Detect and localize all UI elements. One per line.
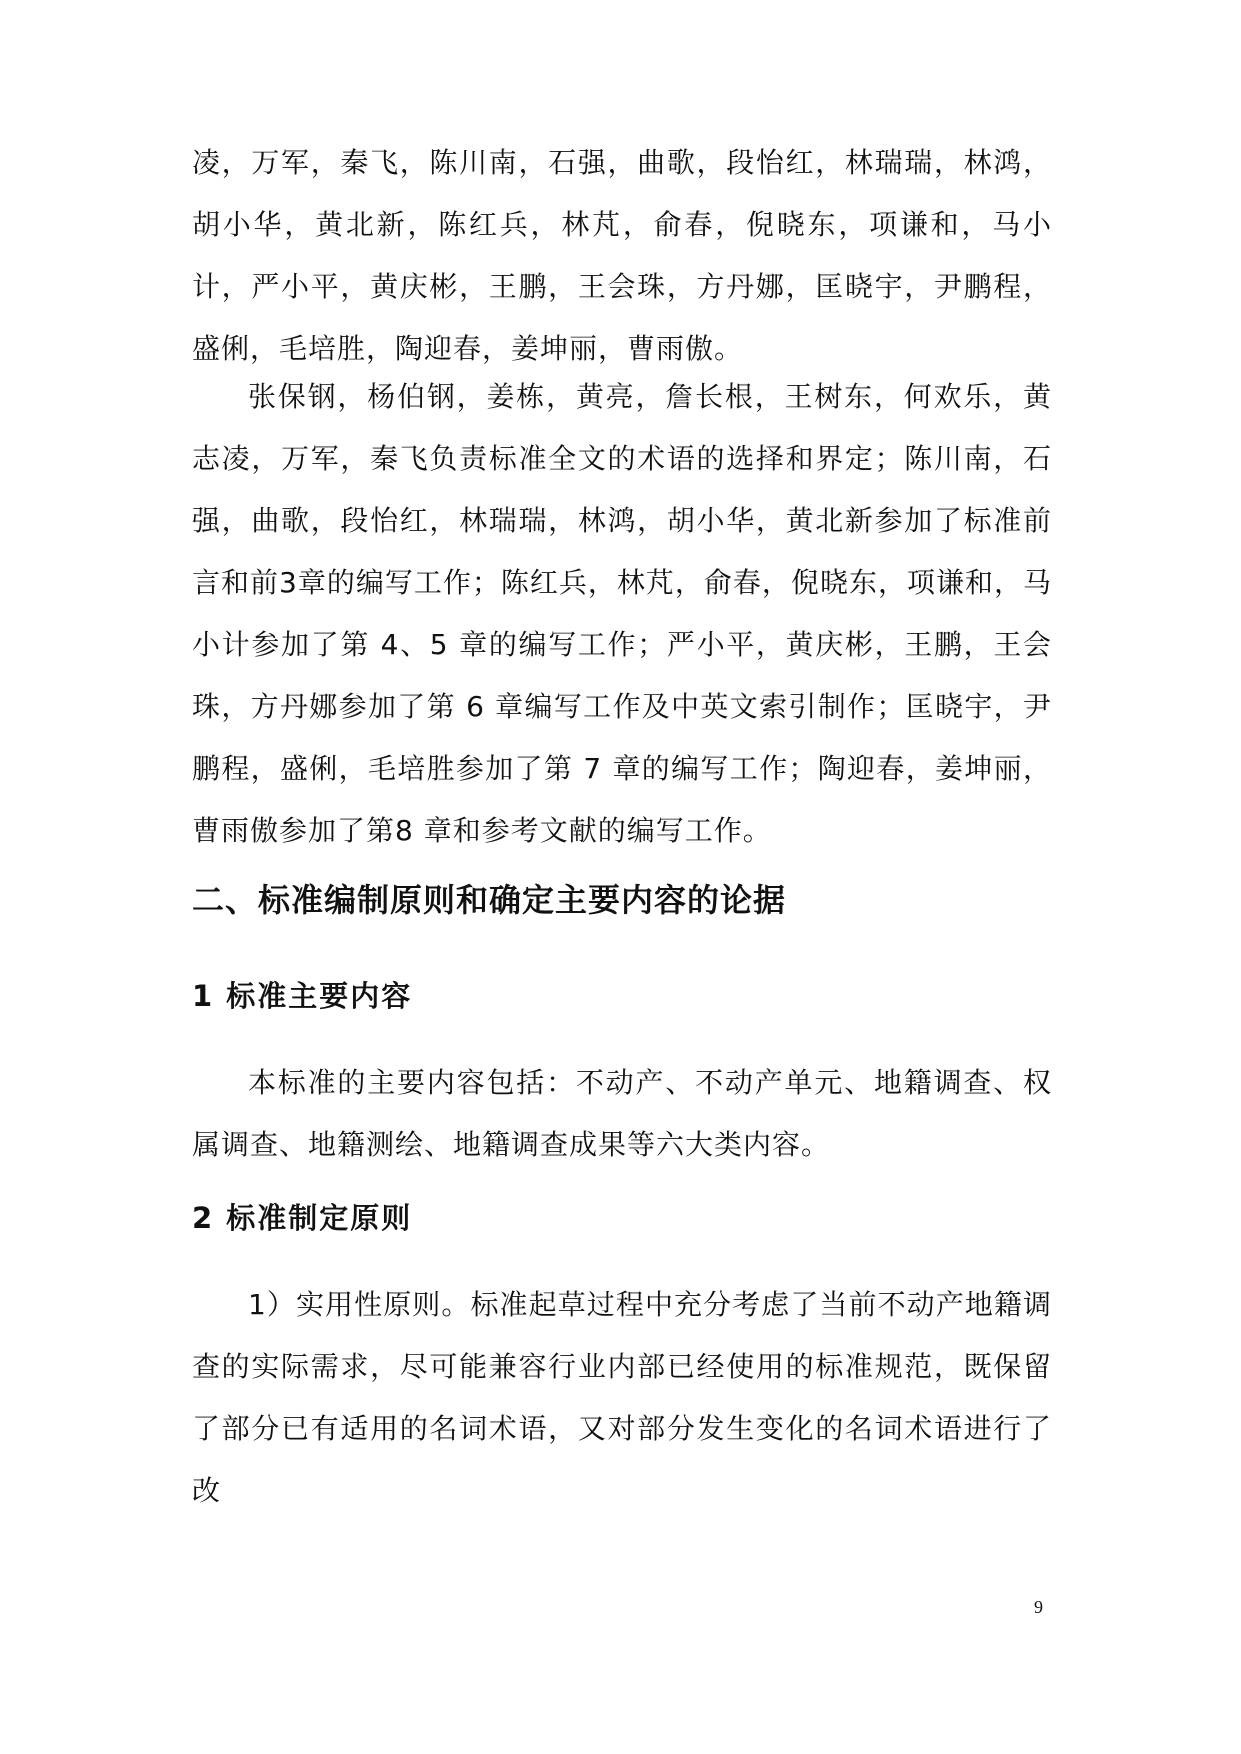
subsection-heading-principles: 2 标准制定原则 xyxy=(192,1201,413,1235)
paragraph-practicality-principle: 1）实用性原则。标准起草过程中充分考虑了当前不动产地籍调查的实际需求，尽可能兼容行业内部已经使用的标准规范，既保留了部分已有适用的名词术语，又对部分发生变化的名词术语进行了改 xyxy=(192,1288,1052,1507)
page-number: 9 xyxy=(1034,1597,1043,1617)
section-heading: 二、标准编制原则和确定主要内容的论据 xyxy=(192,881,787,919)
paragraph-responsibilities: 张保钢，杨伯钢，姜栋，黄亮，詹长根，王树东，何欢乐，黄志凌，万军，秦飞负责标准全文的术语的选择和界定；陈川南，石强，曲歌，段怡红，林瑞瑞，林鸿，胡小华，黄北新参加了标准前言和前3章的编写工作；陈红兵，林芃，俞春，倪晓东，项谦和，马小计参加了第 4、5 章的编写工作；严小平，黄庆彬，王鹏，王会珠，方丹娜参加了第 6 章编写工作及中英文索引制作；匡晓宇，尹鹏程，盛俐，毛培胜参加了第 7 章的编写工作；陶迎春，姜坤丽，曹雨傲参加了第8 章和参考文献的编写工作。 xyxy=(192,380,1052,847)
paragraph-name-list: 凌，万军，秦飞，陈川南，石强，曲歌，段怡红，林瑞瑞，林鸿，胡小华，黄北新，陈红兵，林芃，俞春，倪晓东，项谦和，马小计，严小平，黄庆彬，王鹏，王会珠，方丹娜，匡晓宇，尹鹏程，盛俐，毛培胜，陶迎春，姜坤丽，曹雨傲。 xyxy=(192,146,1052,365)
subsection-heading-main-content: 1 标准主要内容 xyxy=(192,979,413,1013)
paragraph-main-content: 本标准的主要内容包括：不动产、不动产单元、地籍调查、权属调查、地籍测绘、地籍调查成果等六大类内容。 xyxy=(192,1066,1052,1161)
